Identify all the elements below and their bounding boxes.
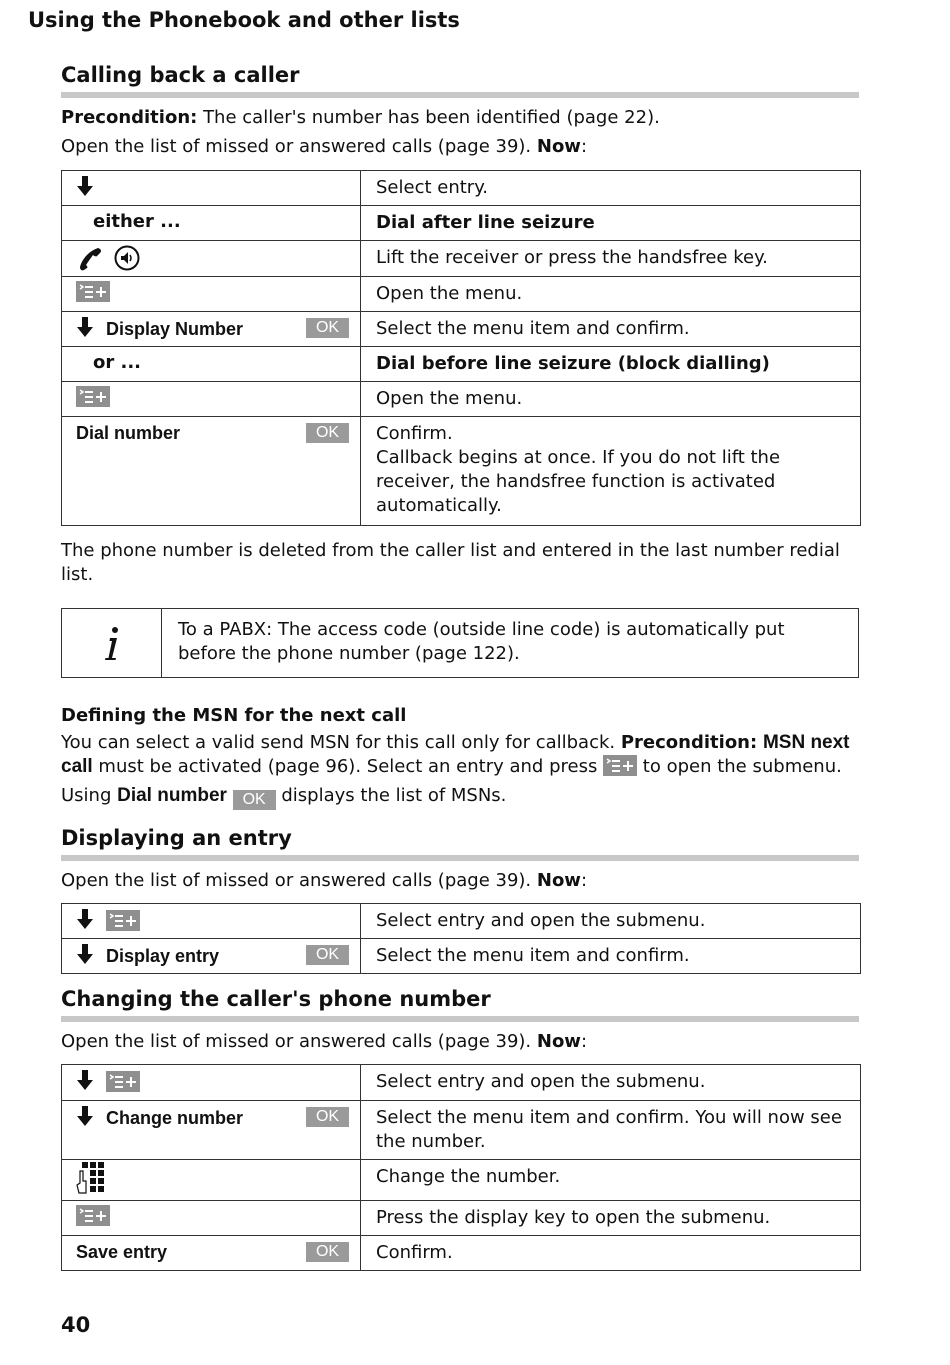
ok-key: OK (306, 1242, 349, 1262)
table-row (62, 1201, 861, 1236)
open-list-paragraph (61, 869, 859, 893)
now-label: Now (536, 870, 581, 891)
deleted-note: The phone number is deleted from the caller list and entered in the last number redial list. (61, 540, 840, 585)
now-label: Now (536, 136, 581, 157)
save-entry-key: Save entry (76, 1242, 168, 1262)
section-rule (61, 1016, 859, 1022)
menu-key-icon (76, 281, 110, 302)
dial-number-label: Dial number (117, 785, 227, 806)
page-header: Using the Phonebook and other lists (28, 8, 460, 32)
step-heading: Dial before line seizure (block dialling) (361, 347, 861, 382)
section-title-calling-back: Calling back a caller (61, 63, 300, 87)
step-text: Open the menu. (361, 382, 861, 417)
down-arrow-icon (76, 943, 94, 965)
step-text: Open the menu. (361, 277, 861, 312)
open-list-text: Open the list of missed or answered calls (page 39). (61, 1031, 537, 1052)
ok-key: OK (306, 1107, 349, 1127)
msn-text1: You can select a valid send MSN for this call only for callback. (61, 732, 621, 753)
display-entry-key: Display entry (106, 946, 220, 966)
table-row (62, 417, 861, 526)
info-box (61, 608, 859, 678)
table-row (62, 1065, 861, 1101)
down-arrow-icon (76, 908, 94, 930)
msn-text2: must be activated (page 96). Select an entry and press (92, 756, 604, 777)
msn-text4: displays the list of MSNs. (275, 785, 507, 806)
precondition-label: Precondition: (61, 107, 198, 128)
msn-paragraph (61, 731, 861, 779)
table-row (62, 904, 861, 939)
table-row (62, 1160, 861, 1201)
msn-text3: to open the submenu. (637, 756, 842, 777)
using-text: Using (61, 785, 118, 806)
ok-key: OK (306, 318, 349, 338)
menu-key-icon (106, 910, 140, 931)
table-row (62, 382, 861, 417)
step-text: Select entry and open the submenu. (361, 1065, 861, 1101)
colon: : (580, 1031, 588, 1052)
step-text: Lift the receiver or press the handsfree key. (361, 241, 861, 277)
table-row (62, 171, 861, 206)
precondition-text: The caller's number has been identified (page 22). (197, 107, 660, 128)
step-text: Change the number. (361, 1160, 861, 1201)
table-row (62, 277, 861, 312)
down-arrow-icon (76, 1105, 94, 1127)
table-row (62, 939, 861, 974)
step-text: Select entry and open the submenu. (361, 904, 861, 939)
handset-icon (78, 245, 104, 271)
step-text: Confirm. (376, 423, 453, 444)
open-list-text: Open the list of missed or answered calls (page 39). (61, 136, 537, 157)
menu-key-icon (76, 386, 110, 407)
down-arrow-icon (76, 316, 94, 338)
step-detail: Callback begins at once. If you do not lift the receiver, the handsfree function is activated automatically. (376, 447, 781, 516)
msn-using-paragraph (61, 784, 859, 810)
ok-key: OK (306, 423, 349, 443)
menu-key-icon (76, 1205, 110, 1226)
ok-key: OK (306, 945, 349, 965)
step-text: Select the menu item and confirm. You will now see the number. (361, 1101, 861, 1160)
calling-back-steps-table (61, 170, 861, 526)
displaying-steps-table (61, 903, 861, 974)
display-number-key: Display Number (106, 319, 244, 339)
precondition-paragraph (61, 106, 859, 130)
table-row (62, 241, 861, 277)
table-row (62, 347, 861, 382)
page-number: 40 (61, 1313, 91, 1337)
msn-title: Defining the MSN for the next call (61, 705, 407, 726)
open-list-paragraph (61, 135, 859, 159)
precondition-label: Precondition: (620, 732, 758, 753)
open-list-paragraph (61, 1030, 859, 1054)
either-label: either ... (93, 211, 181, 232)
or-label: or ... (93, 352, 142, 373)
open-list-text: Open the list of missed or answered calls (page 39). (61, 870, 537, 891)
info-text: To a PABX: The access code (outside line code) is automatically put before the phone number (page 122). (178, 619, 785, 664)
step-text: Select the menu item and confirm. (361, 312, 861, 347)
menu-key-icon (603, 755, 637, 776)
colon: : (580, 870, 588, 891)
down-arrow-icon (76, 175, 94, 197)
table-row (62, 312, 861, 347)
step-heading: Dial after line seizure (361, 206, 861, 241)
now-label: Now (536, 1031, 581, 1052)
table-row (62, 1101, 861, 1160)
keypad-icon (76, 1161, 110, 1195)
section-title-displaying: Displaying an entry (61, 826, 292, 850)
ok-key: OK (233, 790, 276, 810)
menu-key-icon (106, 1071, 140, 1092)
change-number-key: Change number (106, 1108, 244, 1128)
section-rule (61, 92, 859, 98)
handsfree-icon (114, 245, 140, 271)
table-row (62, 1236, 861, 1271)
dial-number-key: Dial number (76, 423, 181, 443)
table-row (62, 206, 861, 241)
section-rule (61, 855, 859, 861)
call-label: call (61, 756, 93, 777)
step-text: Select entry. (361, 171, 861, 206)
colon: : (580, 136, 588, 157)
section-title-changing: Changing the caller's phone number (61, 987, 491, 1011)
step-text: Select the menu item and confirm. (361, 939, 861, 974)
msn-next-label: MSN next (762, 732, 850, 753)
info-icon (98, 625, 128, 665)
step-text: Confirm. (361, 1236, 861, 1271)
step-text: Press the display key to open the submenu. (361, 1201, 861, 1236)
down-arrow-icon (76, 1069, 94, 1091)
changing-steps-table (61, 1064, 861, 1271)
